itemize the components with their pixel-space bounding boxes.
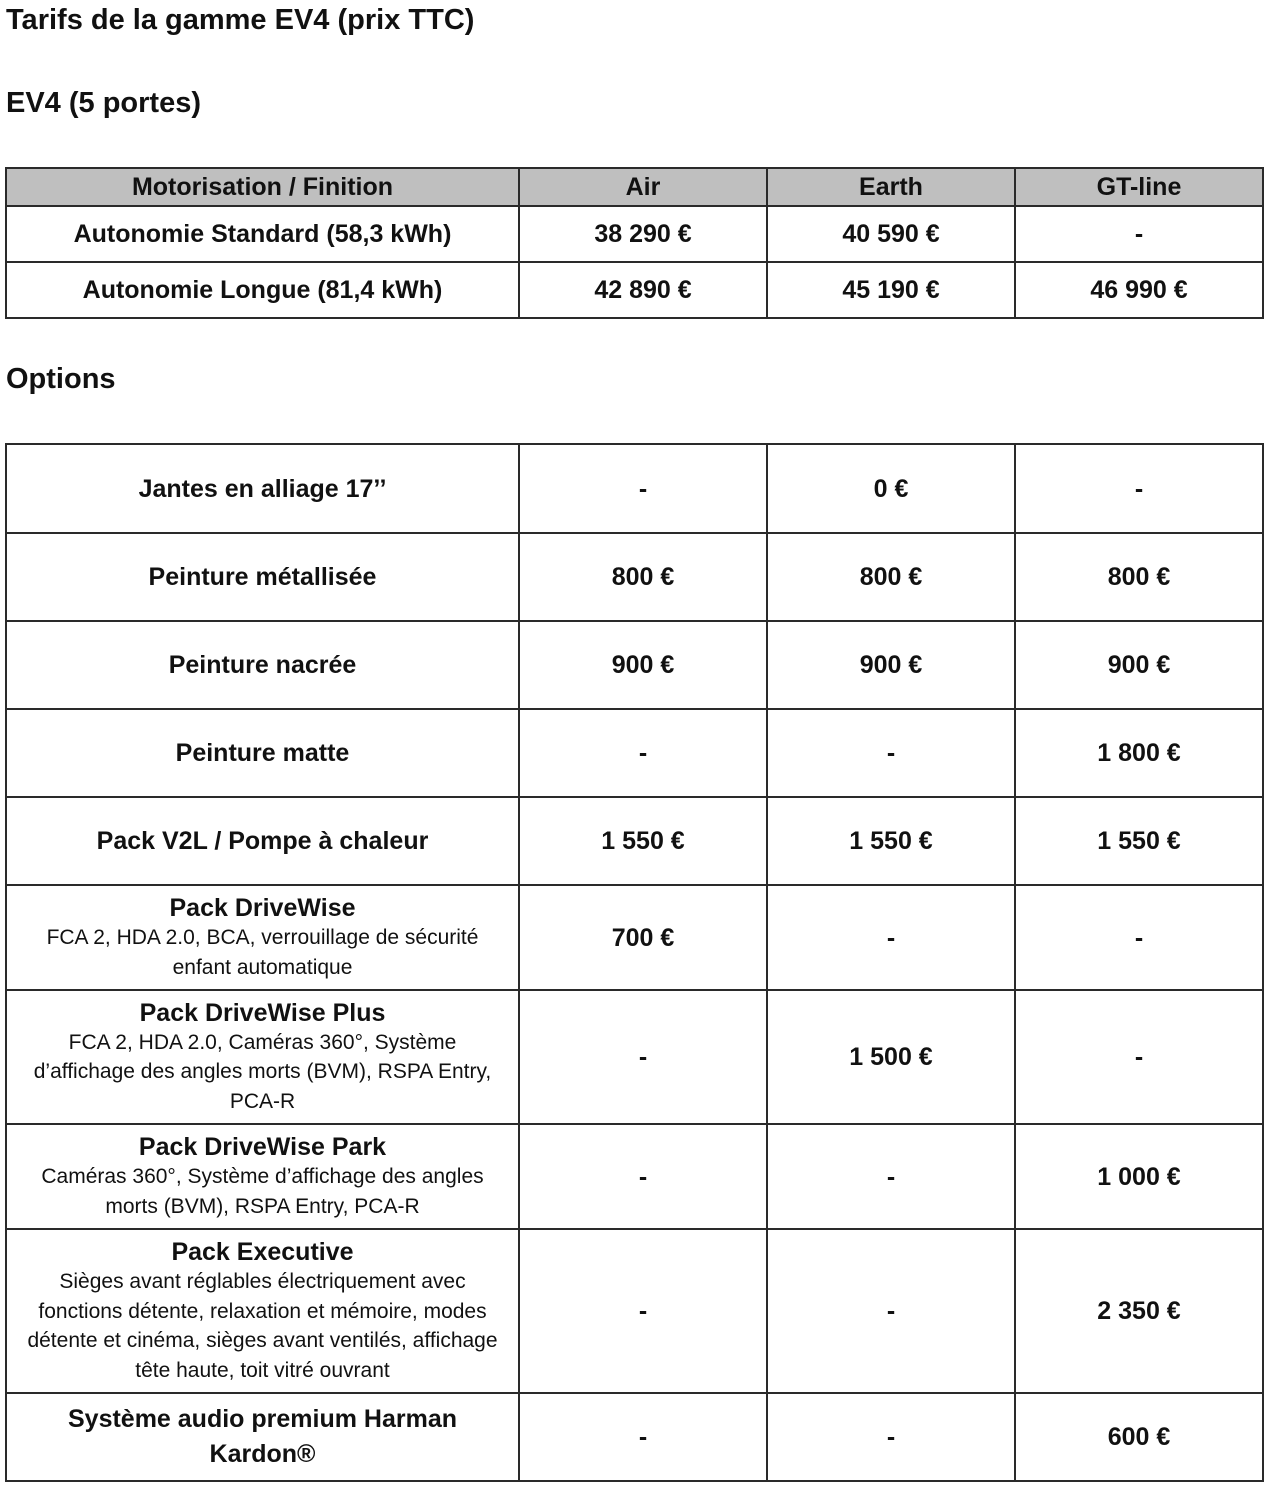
option-description: Sièges avant réglables électriquement avec fonctions détente, relaxation et mémoire, modes détente et cinéma, sièges avant ventilés, affichage tête haute, toit vitré ouvrant (27, 1270, 498, 1382)
option-label-cell (6, 990, 519, 1124)
column-header-motorisation: Motorisation / Finition (6, 168, 519, 206)
price-air: 900 € (519, 621, 767, 709)
price-earth: - (767, 1393, 1015, 1481)
option-title: Peinture métallisée (148, 563, 377, 591)
option-label-cell (6, 885, 519, 990)
row-label: Autonomie Longue (81,4 kWh) (6, 262, 519, 318)
table-row (6, 797, 1263, 885)
price-earth: - (767, 1124, 1015, 1229)
table-row (6, 709, 1263, 797)
price-air: - (519, 709, 767, 797)
column-header-air: Air (519, 168, 767, 206)
price-earth: - (767, 885, 1015, 990)
option-title: Pack Executive (171, 1238, 354, 1266)
price-air: - (519, 1393, 767, 1481)
table-row (6, 1124, 1263, 1229)
price-gtline: - (1015, 885, 1263, 990)
option-title: Pack V2L / Pompe à chaleur (96, 827, 429, 855)
price-earth: 45 190 € (767, 262, 1015, 318)
price-air: - (519, 444, 767, 533)
option-description: FCA 2, HDA 2.0, Caméras 360°, Système d’affichage des angles morts (BVM), RSPA Entry, PCA-R (33, 1030, 492, 1113)
table-row (6, 1229, 1263, 1393)
price-air: 800 € (519, 533, 767, 621)
option-label-cell (6, 533, 519, 621)
option-title: Peinture matte (175, 739, 350, 767)
option-title: Système audio premium Harman Kardon® (67, 1405, 457, 1468)
price-air: - (519, 1229, 767, 1393)
price-air: - (519, 990, 767, 1124)
price-gtline: 1 550 € (1015, 797, 1263, 885)
table-row (6, 885, 1263, 990)
table-row (6, 262, 1263, 318)
option-description: FCA 2, HDA 2.0, BCA, verrouillage de sécurité enfant automatique (46, 926, 479, 979)
price-earth: 0 € (767, 444, 1015, 533)
price-gtline: - (1015, 206, 1263, 262)
price-table (5, 167, 1264, 319)
table-row (6, 621, 1263, 709)
price-gtline: 800 € (1015, 533, 1263, 621)
option-label-cell (6, 444, 519, 533)
price-gtline: 46 990 € (1015, 262, 1263, 318)
section-heading-ev4: EV4 (5 portes) (6, 87, 201, 119)
price-air: 700 € (519, 885, 767, 990)
option-title: Pack DriveWise (169, 894, 356, 922)
price-earth: 40 590 € (767, 206, 1015, 262)
row-label: Autonomie Standard (58,3 kWh) (6, 206, 519, 262)
price-gtline: 1 000 € (1015, 1124, 1263, 1229)
section-heading-options: Options (6, 363, 116, 395)
price-gtline: 900 € (1015, 621, 1263, 709)
price-air: 38 290 € (519, 206, 767, 262)
option-label-cell (6, 709, 519, 797)
table-row (6, 990, 1263, 1124)
price-air: 42 890 € (519, 262, 767, 318)
options-table (5, 443, 1264, 1482)
option-description: Caméras 360°, Système d’affichage des angles morts (BVM), RSPA Entry, PCA-R (41, 1165, 484, 1218)
option-label-cell (6, 621, 519, 709)
option-label-cell (6, 1229, 519, 1393)
column-header-earth: Earth (767, 168, 1015, 206)
price-earth: 1 500 € (767, 990, 1015, 1124)
price-air: - (519, 1124, 767, 1229)
option-title: Peinture nacrée (168, 651, 357, 679)
price-table-header-row (6, 168, 1263, 206)
option-label-cell (6, 1124, 519, 1229)
price-gtline: 1 800 € (1015, 709, 1263, 797)
table-row (6, 1393, 1263, 1481)
price-gtline: - (1015, 990, 1263, 1124)
price-earth: 1 550 € (767, 797, 1015, 885)
option-title: Pack DriveWise Park (138, 1133, 387, 1161)
page-title: Tarifs de la gamme EV4 (prix TTC) (6, 4, 475, 36)
option-title: Jantes en alliage 17’’ (138, 474, 387, 503)
option-label-cell (6, 1393, 519, 1481)
price-air: 1 550 € (519, 797, 767, 885)
price-earth: 800 € (767, 533, 1015, 621)
table-row (6, 533, 1263, 621)
column-header-gtline: GT-line (1015, 168, 1263, 206)
table-row (6, 444, 1263, 533)
option-title: Pack DriveWise Plus (139, 998, 386, 1027)
price-earth: 900 € (767, 621, 1015, 709)
price-gtline: - (1015, 444, 1263, 533)
price-gtline: 600 € (1015, 1393, 1263, 1481)
price-gtline: 2 350 € (1015, 1229, 1263, 1393)
table-row (6, 206, 1263, 262)
price-earth: - (767, 1229, 1015, 1393)
price-earth: - (767, 709, 1015, 797)
option-label-cell (6, 797, 519, 885)
